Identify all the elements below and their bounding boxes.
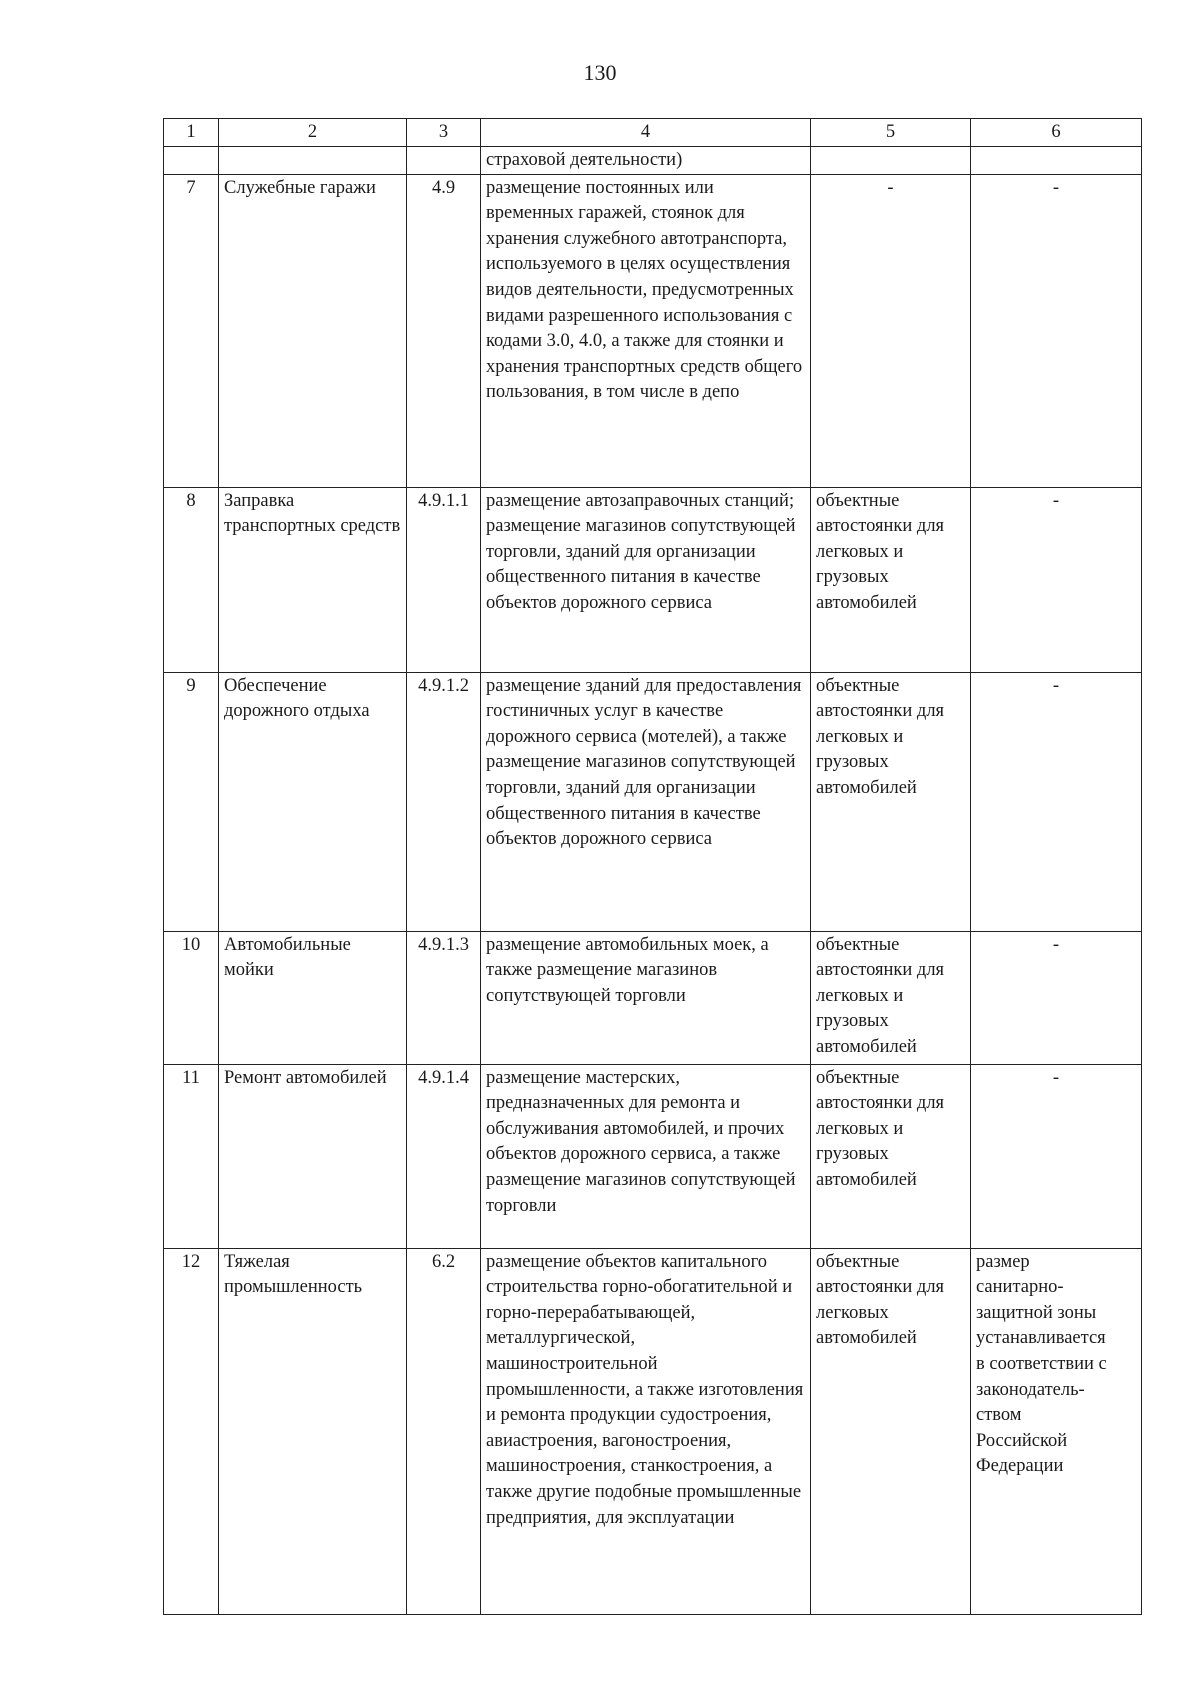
- row-number: 10: [164, 931, 219, 1064]
- row-description: размещение зданий для предоставления гостиничных услуг в качестве дорожного сервиса (мотелей), а также размещение магазинов сопутствующей торговли, зданий для организации общественного питания в качестве объектов дорожного сервиса: [481, 672, 811, 931]
- row-description: страховой деятельности): [481, 147, 811, 175]
- header-cell: 5: [811, 119, 971, 147]
- row-note: -: [971, 487, 1142, 672]
- table-row: [164, 174, 1142, 487]
- row-note: -: [971, 931, 1142, 1064]
- row-name: Заправка транспортных средств: [219, 487, 407, 672]
- row-parking: объектные автостоянки для легковых и грузовых автомобилей: [811, 1064, 971, 1248]
- row-code: 6.2: [407, 1248, 481, 1614]
- row-description: размещение автомобильных моек, а также размещение магазинов сопутствующей торговли: [481, 931, 811, 1064]
- row-number: 11: [164, 1064, 219, 1248]
- land-use-table: [163, 118, 1142, 1615]
- table-row: [164, 487, 1142, 672]
- table-row: [164, 147, 1142, 175]
- row-name: Тяжелая промышленность: [219, 1248, 407, 1614]
- note-line: защитной зоны: [976, 1302, 1097, 1323]
- row-note: -: [971, 672, 1142, 931]
- row-code: 4.9.1.1: [407, 487, 481, 672]
- note-line: санитарно-: [976, 1277, 1064, 1298]
- table-row: [164, 931, 1142, 1064]
- row-number: [164, 147, 219, 175]
- note-line: устанавливается: [976, 1328, 1106, 1349]
- header-cell: 6: [971, 119, 1142, 147]
- note-line: размер: [976, 1251, 1030, 1272]
- note-line: законодатель-: [976, 1379, 1085, 1400]
- row-name: Служебные гаражи: [219, 174, 407, 487]
- row-description: размещение мастерских, предназначенных для ремонта и обслуживания автомобилей, и прочих объектов дорожного сервиса, а также размещение магазинов сопутствующей торговли: [481, 1064, 811, 1248]
- note-line: Российской: [976, 1430, 1068, 1451]
- row-note: -: [971, 1064, 1142, 1248]
- row-number: 9: [164, 672, 219, 931]
- row-number: 12: [164, 1248, 219, 1614]
- row-parking: объектные автостоянки для легковых автомобилей: [811, 1248, 971, 1614]
- table-header-row: [164, 119, 1142, 147]
- row-parking: объектные автостоянки для легковых и грузовых автомобилей: [811, 931, 971, 1064]
- row-name: Автомобильные мойки: [219, 931, 407, 1064]
- row-code: 4.9: [407, 174, 481, 487]
- note-line: ством: [976, 1405, 1022, 1426]
- row-description: размещение постоянных или временных гаражей, стоянок для хранения служебного автотранспорта, используемого в целях осуществления видов деятельности, предусмотренных видами разрешенного использования с кодами 3.0, 4.0, а также для стоянки и хранения транспортных средств общего пользования, в том числе в депо: [481, 174, 811, 487]
- header-cell: 4: [481, 119, 811, 147]
- row-code: 4.9.1.3: [407, 931, 481, 1064]
- row-note: -: [971, 174, 1142, 487]
- note-line: Федерации: [976, 1456, 1064, 1477]
- row-code: 4.9.1.2: [407, 672, 481, 931]
- table-row: [164, 672, 1142, 931]
- row-note: [971, 1248, 1142, 1614]
- row-number: 8: [164, 487, 219, 672]
- row-name: Обеспечение дорожного отдыха: [219, 672, 407, 931]
- row-parking: -: [811, 174, 971, 487]
- table-row: [164, 1248, 1142, 1614]
- row-name: [219, 147, 407, 175]
- row-number: 7: [164, 174, 219, 487]
- row-description: размещение объектов капитального строительства горно-обогатительной и горно-перерабатывающей, металлургической, машиностроительной промышленности, а также изготовления и ремонта продукции судостроения, авиастроения, вагоностроения, машиностроения, станкостроения, а также другие подобные промышленные предприятия, для эксплуатации: [481, 1248, 811, 1614]
- table-row: [164, 1064, 1142, 1248]
- row-code: 4.9.1.4: [407, 1064, 481, 1248]
- page-number: 130: [583, 60, 617, 85]
- row-parking: [811, 147, 971, 175]
- row-parking: объектные автостоянки для легковых и грузовых автомобилей: [811, 487, 971, 672]
- header-cell: 3: [407, 119, 481, 147]
- row-description: размещение автозаправочных станций; размещение магазинов сопутствующей торговли, зданий для организации общественного питания в качестве объектов дорожного сервиса: [481, 487, 811, 672]
- row-code: [407, 147, 481, 175]
- row-note: [971, 147, 1142, 175]
- header-cell: 2: [219, 119, 407, 147]
- note-line: в соответствии с: [976, 1353, 1107, 1374]
- header-cell: 1: [164, 119, 219, 147]
- row-name: Ремонт автомобилей: [219, 1064, 407, 1248]
- row-parking: объектные автостоянки для легковых и грузовых автомобилей: [811, 672, 971, 931]
